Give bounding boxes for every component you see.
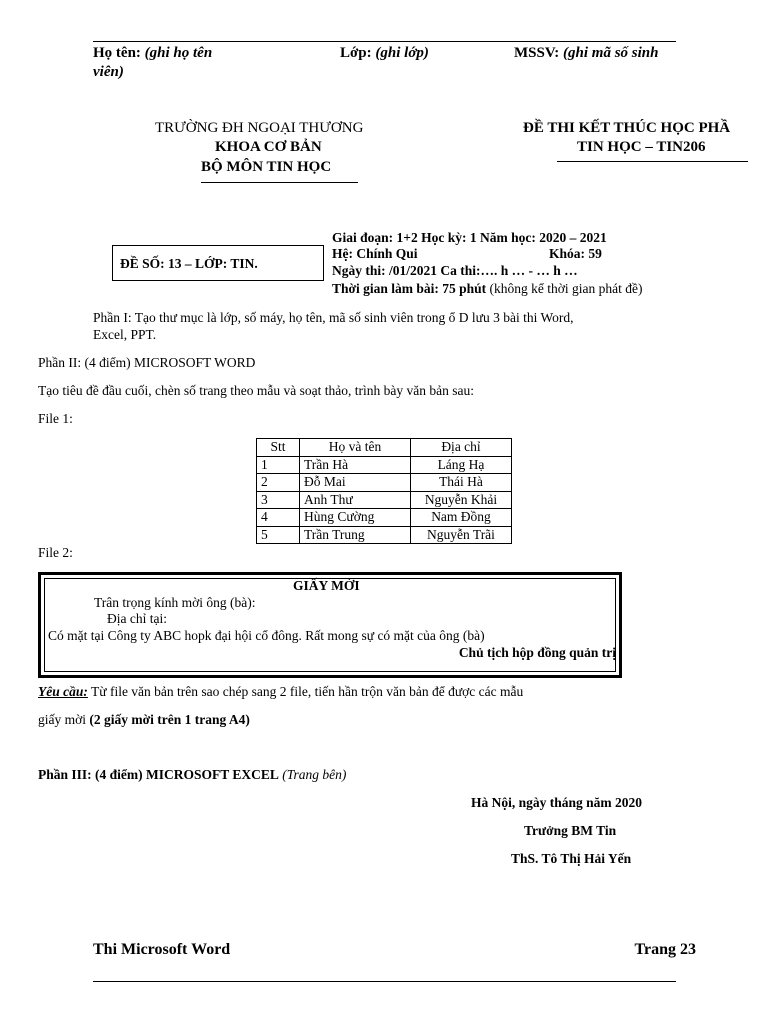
- table-row: [257, 491, 512, 509]
- university-name: TRƯỜNG ĐH NGOẠI THƯƠNG: [155, 120, 364, 136]
- exam-subject-underline: [557, 161, 748, 162]
- part2-title: Phần II: (4 điểm) MICROSOFT WORD: [38, 355, 256, 370]
- signoff-role: Trưởng BM Tin: [524, 823, 617, 838]
- table-cell: Trần Trung: [300, 526, 411, 544]
- footer-page-number: Trang 23: [634, 941, 696, 958]
- table-cell: 2: [257, 474, 300, 492]
- student-address-table: [256, 438, 512, 544]
- invitation-line2: Địa chỉ tại:: [107, 611, 167, 626]
- table-cell: 1: [257, 456, 300, 474]
- table-cell: 5: [257, 526, 300, 544]
- table-header-address: Địa chỉ: [411, 439, 512, 457]
- requirement-text: Từ file văn bản trên sao chép sang 2 file, tiến hần trộn văn bản để được các mẫu: [87, 684, 524, 699]
- student-id-value: (ghi mã số sinh: [563, 45, 659, 61]
- name-value-continued: viên): [93, 64, 124, 80]
- table-cell: Hùng Cường: [300, 509, 411, 527]
- table-row: [257, 509, 512, 527]
- table-header-name: Họ và tên: [300, 439, 411, 457]
- table-header-row: [257, 439, 512, 457]
- requirement-line1: [38, 684, 523, 700]
- table-row: [257, 526, 512, 544]
- invitation-line3: Có mặt tại Công ty ABC hopk đại hội cổ đông. Rất mong sự có mặt của ông (bà): [48, 628, 485, 643]
- exam-info-cohort: Khóa: 59: [549, 246, 602, 261]
- part3-heading: Phần III: (4 điểm) MICROSOFT EXCEL: [38, 767, 279, 782]
- file2-label: File 2:: [38, 545, 73, 560]
- requirement-line2: [38, 712, 250, 728]
- invitation-title: GIẤY MỜI: [293, 578, 360, 593]
- faculty-name: KHOA CƠ BẢN: [215, 139, 322, 155]
- invitation-line1: Trân trọng kính mời ông (bà):: [94, 595, 256, 610]
- file1-label: File 1:: [38, 411, 73, 426]
- table-cell: Nguyễn Trãi: [411, 526, 512, 544]
- table-cell: Anh Thư: [300, 491, 411, 509]
- student-id-field: [514, 45, 659, 62]
- invitation-signature: Chủ tịch hộp đồng quản trị: [458, 645, 616, 660]
- part1-line1: Phần I: Tạo thư mục là lớp, số máy, họ tên, mã số sinh viên trong ổ D lưu 3 bài thi Word,: [93, 310, 574, 325]
- table-header-stt: Stt: [257, 439, 300, 457]
- footer-left: Thi Microsoft Word: [93, 941, 231, 958]
- requirement-text2: giấy mời: [38, 712, 90, 727]
- signoff-name: ThS. Tô Thị Hải Yến: [511, 851, 632, 866]
- table-cell: Nam Đồng: [411, 509, 512, 527]
- exam-duration-bold: Thời gian làm bài: 75 phút: [332, 281, 487, 296]
- table-cell: Thái Hà: [411, 474, 512, 492]
- table-cell: Trần Hà: [300, 456, 411, 474]
- class-label: Lớp:: [340, 45, 372, 61]
- table-row: [257, 456, 512, 474]
- footer-rule: [93, 981, 676, 982]
- part3-title: [38, 767, 346, 783]
- exam-info-system: Hệ: Chính Qui: [332, 246, 418, 261]
- department-name: BỘ MÔN TIN HỌC: [201, 159, 332, 175]
- table-cell: Láng Hạ: [411, 456, 512, 474]
- class-field: [340, 45, 429, 62]
- exam-info-session: Giai đoạn: 1+2 Học kỳ: 1 Năm học: 2020 – 2021: [332, 230, 607, 245]
- requirement-emphasis: (2 giấy mời trên 1 trang A4): [89, 712, 250, 727]
- requirement-label: Yêu cầu:: [38, 684, 88, 699]
- part2-instruction: Tạo tiêu đề đầu cuối, chèn số trang theo mẫu và soạt thảo, trình bày văn bản sau:: [38, 383, 474, 398]
- table-cell: 3: [257, 491, 300, 509]
- table-cell: Đỗ Mai: [300, 474, 411, 492]
- part3-note: (Trang bên): [278, 767, 347, 782]
- exam-code: ĐỀ SỐ: 13 – LỚP: TIN.: [120, 256, 258, 271]
- exam-subject: TIN HỌC – TIN206: [577, 139, 706, 155]
- name-label: Họ tên:: [93, 45, 141, 61]
- table-row: [257, 474, 512, 492]
- part1-line2: Excel, PPT.: [93, 327, 157, 342]
- signoff-place-date: Hà Nội, ngày tháng năm 2020: [471, 795, 643, 810]
- exam-info-date: Ngày thi: /01/2021 Ca thi:…. h … - … h …: [332, 263, 578, 278]
- exam-title: ĐỀ THI KẾT THÚC HỌC PHẦ: [523, 120, 731, 136]
- table-cell: Nguyễn Khải: [411, 491, 512, 509]
- department-underline: [201, 182, 358, 183]
- table-cell: 4: [257, 509, 300, 527]
- header-top-rule: [93, 41, 676, 42]
- name-value: (ghi họ tên: [144, 45, 213, 61]
- class-value: (ghi lớp): [375, 45, 429, 61]
- name-field: [93, 45, 212, 62]
- exam-info-duration: [332, 281, 643, 297]
- student-id-label: MSSV:: [514, 45, 560, 61]
- exam-duration-note: (không kể thời gian phát đề): [486, 281, 643, 296]
